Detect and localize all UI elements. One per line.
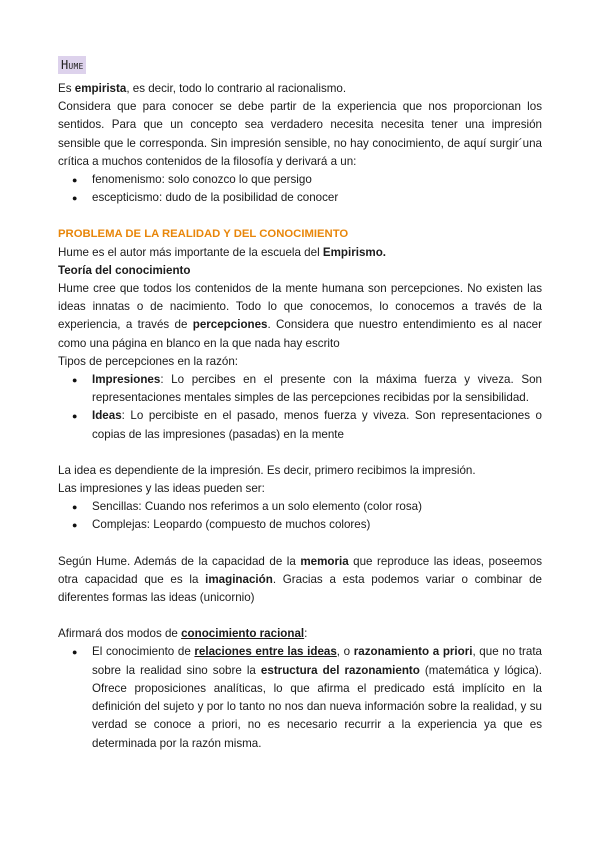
spacer: [58, 607, 542, 625]
bold-percepciones: percepciones: [192, 318, 268, 332]
text: :: [304, 627, 308, 641]
text: Afirmará dos modos de: [58, 627, 182, 641]
bold-ideas: Ideas: [92, 409, 122, 423]
spacer: [58, 535, 542, 553]
text: (matemática y lógica). Ofrece proposiciones analíticas, lo que afirma el predicado está implícito en la definición del sujeto y por lo tanto no nos dan nueva información sobre la realidad, y su verdad se conoce a priori, no es necesario recurrir a la experiencia ya que es determinada por la razón misma.: [92, 663, 543, 750]
section-line: [58, 244, 542, 262]
memory-paragraph: [58, 553, 542, 608]
text: Hume es el autor más importante de la escuela del: [58, 245, 323, 259]
perception-types-list: [58, 371, 542, 444]
knowledge-paragraph: [58, 280, 542, 353]
list-item: [58, 407, 542, 443]
intro-line: [58, 80, 542, 98]
text: Hume cree que todos los contenidos de la mente humana son percepciones. No existen las ideas innatas o de nacimiento. Todo lo que conocemos, lo conocemos a través de la experiencia, a través de: [58, 282, 542, 332]
list-item: [58, 371, 542, 407]
bold-memoria: memoria: [300, 554, 349, 568]
text: Es: [58, 82, 75, 95]
bold-underline-conocimiento-racional: conocimiento racional: [181, 627, 305, 641]
intro-paragraph: Considera que para conocer se debe partir de la experiencia que nos proporcionan los sentidos. Para que un concepto sea verdadero necesita necesita tener una impresión sensible que le corresponda. Sin impresión sensible, no hay conocimiento, de aquí surgir´una crítica a muchos contenidos de la filosofía y derivará a un:: [58, 100, 542, 168]
document-page: [58, 56, 542, 753]
bold-impresiones: Impresiones: [92, 373, 161, 387]
bold-underline-relaciones: relaciones entre las ideas: [194, 645, 337, 659]
bold-razonamiento-a-priori: razonamiento a priori: [353, 645, 473, 659]
types-intro: Tipos de percepciones en la razón:: [58, 354, 239, 368]
list-item: ● Sencillas: Cuando nos referimos a un solo elemento (color rosa): [58, 498, 542, 516]
rational-intro: [58, 625, 542, 643]
subheading: [58, 262, 542, 280]
subheading-text: Teoría del conocimiento: [58, 263, 191, 277]
list-item: [58, 643, 542, 752]
section-heading: PROBLEMA DE LA REALIDAD Y DEL CONOCIMIENTO: [58, 228, 349, 241]
text: . Considera que nuestro entendimiento es al nacer como una página en blanco en la que nada hay escrito: [58, 318, 542, 350]
page-title: Hume: [58, 56, 86, 74]
text: Según Hume. Además de la capacidad de la: [58, 554, 301, 568]
intro-bullet-list: [58, 171, 542, 207]
bold-imaginacion: imaginación: [205, 572, 273, 586]
bold-empirismo: Empirismo.: [322, 245, 387, 259]
bold-estructura: estructura del razonamiento: [260, 663, 420, 677]
dependence-line: Las impresiones y las ideas pueden ser:: [58, 482, 265, 496]
title-block: [58, 56, 542, 78]
dependence-list: [58, 498, 542, 534]
text: : Lo percibes en el presente con la máxima fuerza y viveza. Son representaciones mentales simples de las percepciones recibidas por la sensibilidad.: [92, 373, 542, 405]
bold-empirista: empirista: [74, 82, 127, 95]
list-item: ● Complejas: Leopardo (compuesto de muchos colores): [58, 516, 542, 534]
text: : Lo percibiste en el pasado, menos fuerza y viveza. Son representaciones o copias de las impresiones (pasadas) en la mente: [92, 409, 542, 441]
text: , o: [336, 645, 354, 659]
rational-list: [58, 643, 542, 752]
text: , es decir, todo lo contrario al racionalismo.: [126, 82, 347, 95]
spacer: [58, 444, 542, 462]
text: . Gracias a esta podemos variar o combinar de diferentes formas las ideas (unicornio): [58, 572, 542, 605]
list-item: ● fenomenismo: solo conozco lo que persigo: [58, 171, 542, 189]
text: , que no trata sobre la realidad sino sobre la: [92, 645, 543, 677]
text: El conocimiento de: [92, 645, 195, 659]
text: que reproduce las ideas, poseemos otra capacidad que es la: [58, 554, 542, 586]
list-item: ● escepticismo: dudo de la posibilidad de conocer: [58, 189, 542, 207]
dependence-line: La idea es dependiente de la impresión. Es decir, primero recibimos la impresión.: [58, 463, 476, 477]
